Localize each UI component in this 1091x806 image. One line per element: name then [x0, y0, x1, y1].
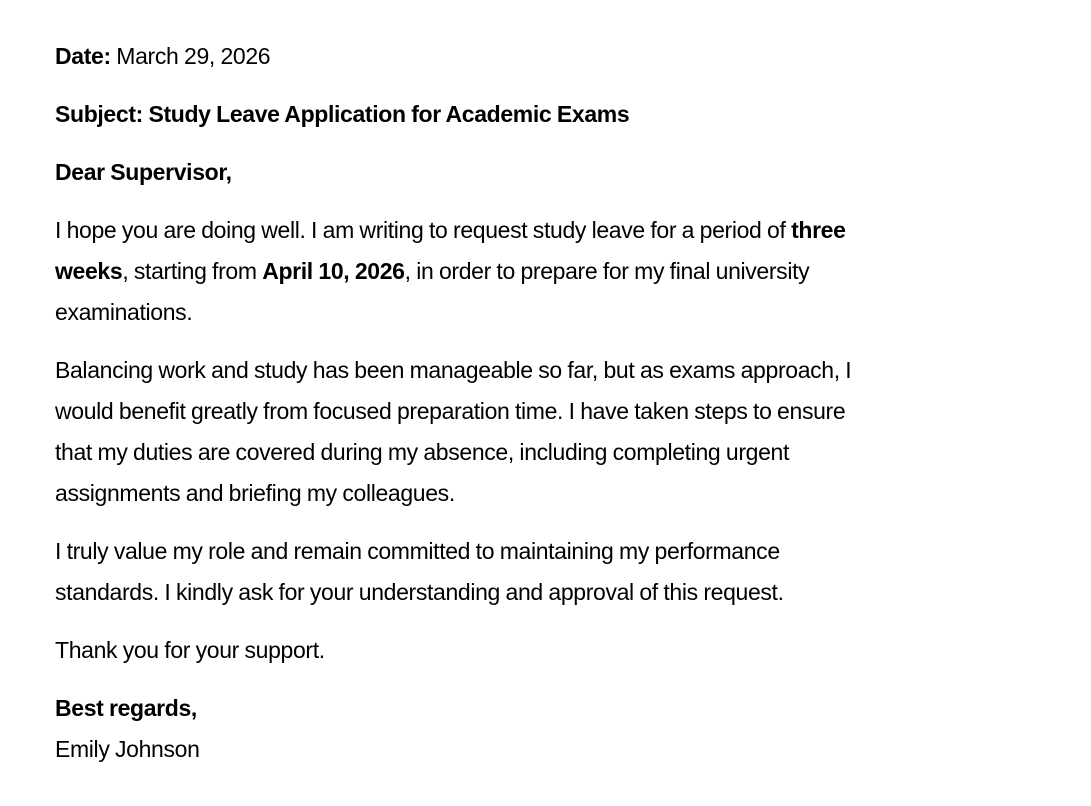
paragraph-line: assignments and briefing my colleagues. — [55, 480, 455, 506]
bold-duration-part1: three — [791, 217, 846, 243]
paragraph-line: that my duties are covered during my absence, including completing urgent — [55, 439, 789, 465]
paragraph-request — [55, 210, 1055, 333]
paragraph-commitment — [55, 531, 1055, 613]
subject-line: Subject: Study Leave Application for Academic Exams — [55, 101, 630, 127]
bold-duration-part2: weeks — [55, 258, 123, 284]
paragraph-line — [55, 251, 1055, 292]
text-segment: , starting from — [122, 258, 263, 284]
thanks-line: Thank you for your support. — [55, 637, 325, 663]
text-segment: I hope you are doing well. I am writing to request study leave for a period of — [55, 217, 792, 243]
paragraph-line: standards. I kindly ask for your understanding and approval of this request. — [55, 579, 784, 605]
paragraph-line: examinations. — [55, 299, 193, 325]
date-line — [55, 36, 1055, 77]
bold-start-date: April 10, 2026 — [262, 258, 405, 284]
salutation: Dear Supervisor, — [55, 159, 232, 185]
paragraph-justification — [55, 350, 1055, 514]
date-value: March 29, 2026 — [110, 43, 271, 69]
date-label: Date: — [55, 43, 111, 69]
paragraph-line: would benefit greatly from focused preparation time. I have taken steps to ensure — [55, 398, 846, 424]
paragraph-line: I truly value my role and remain committed to maintaining my performance — [55, 538, 780, 564]
closing-line: Best regards, — [55, 695, 197, 721]
text-segment: , in order to prepare for my final university — [404, 258, 810, 284]
letter-document — [55, 36, 1055, 770]
signature-name: Emily Johnson — [55, 736, 200, 762]
paragraph-line — [55, 210, 1055, 251]
paragraph-line: Balancing work and study has been manageable so far, but as exams approach, I — [55, 357, 852, 383]
